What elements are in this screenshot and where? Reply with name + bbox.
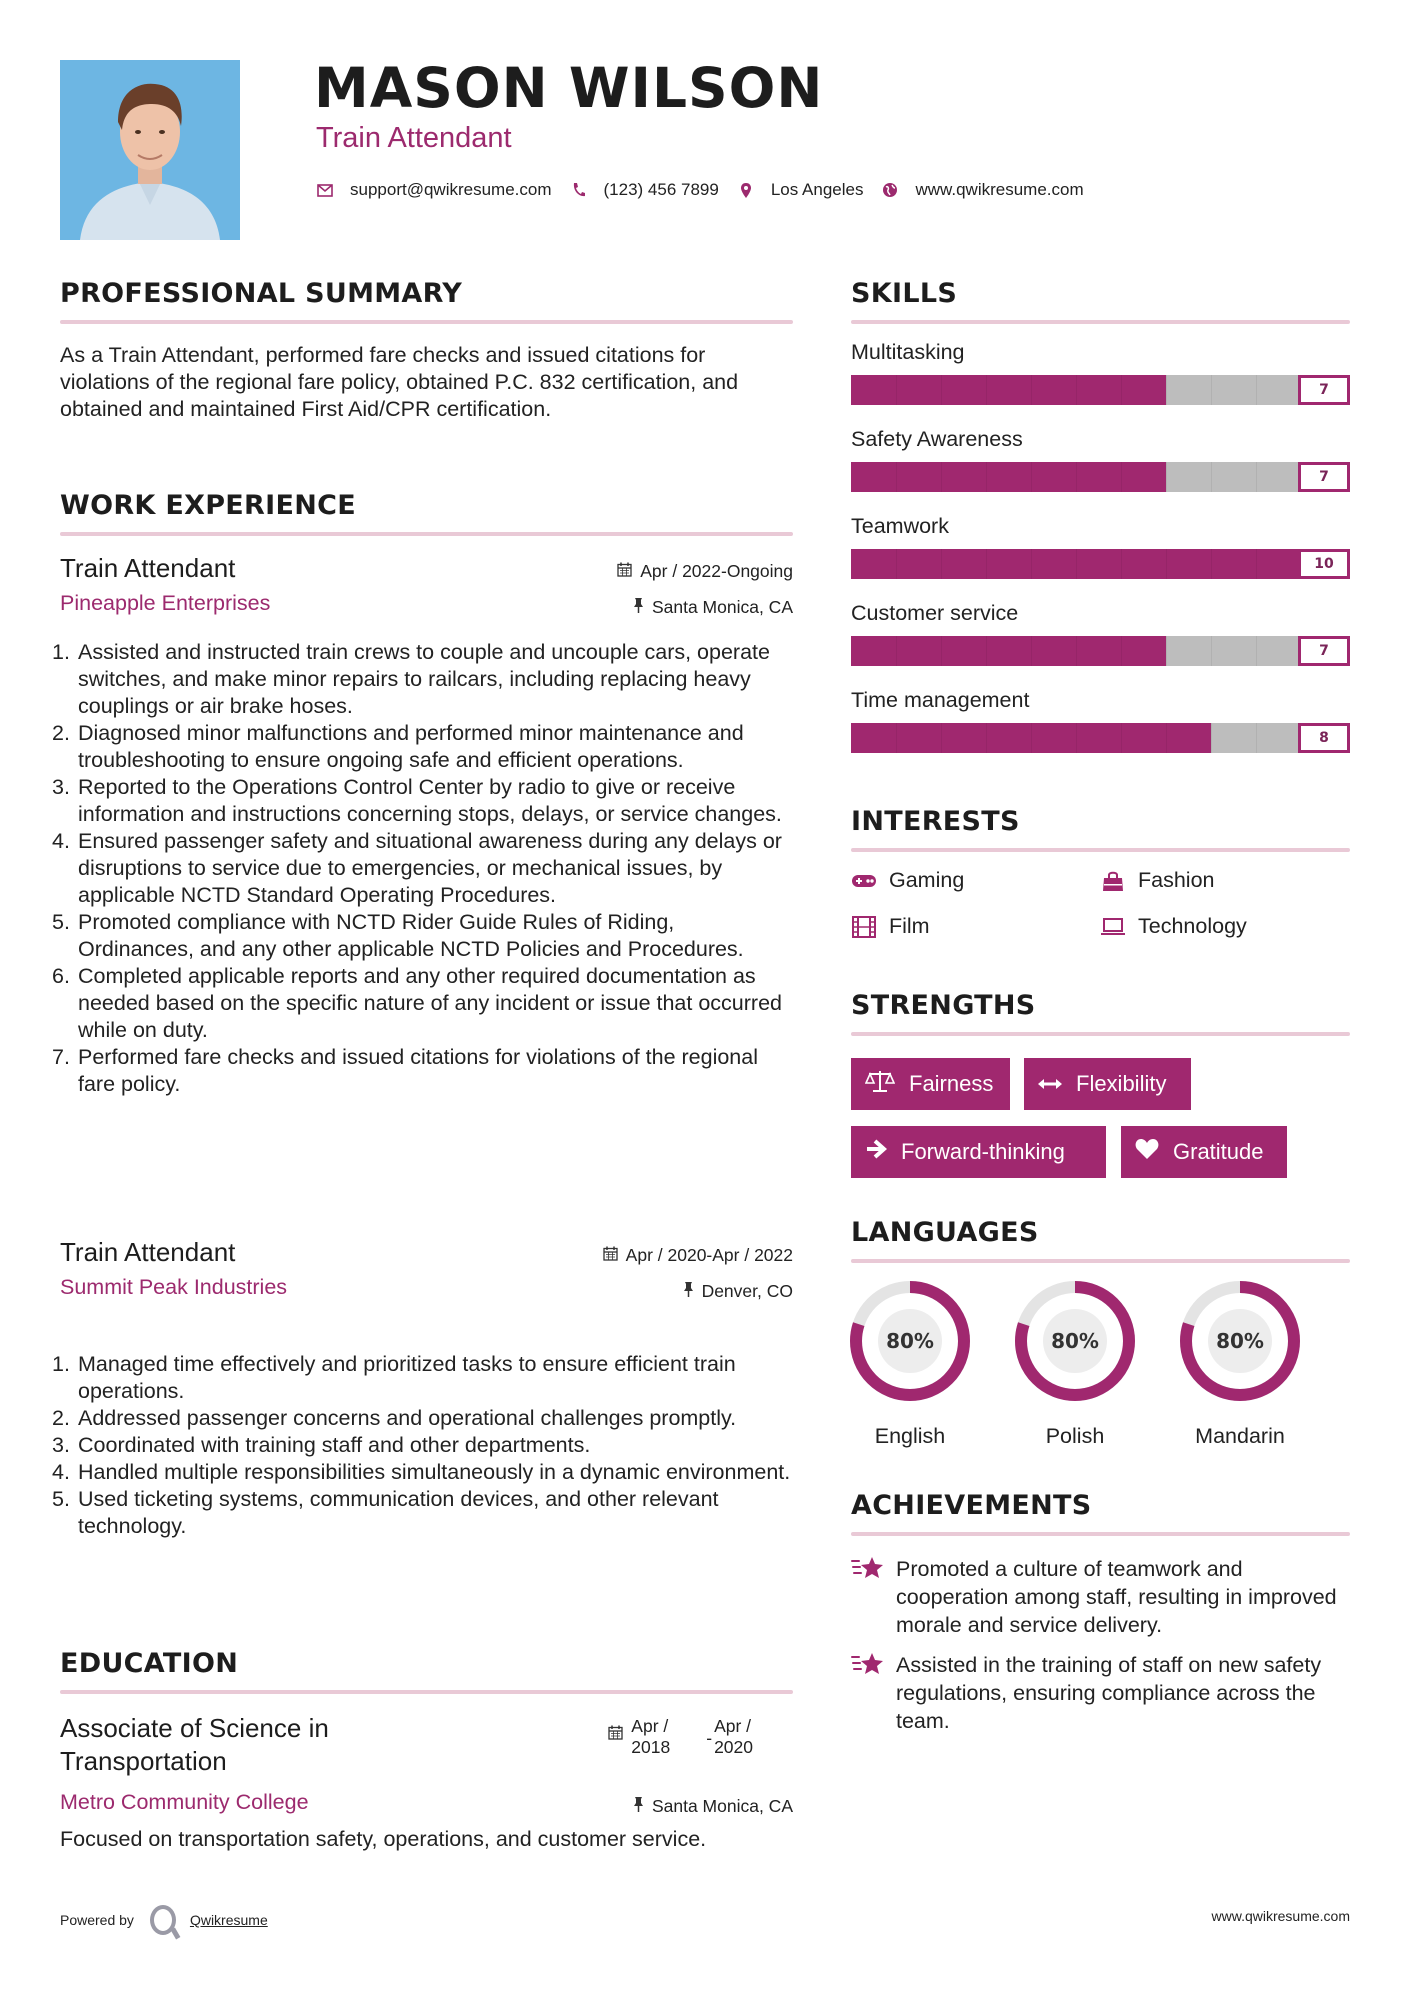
skills-divider: [851, 320, 1350, 324]
job-bullet: 5. Used ticketing systems, communication devices, and other relevant technology.: [52, 1487, 719, 1538]
strengths-divider: [851, 1032, 1350, 1036]
achievement-item: Assisted in the training of staff on new safety regulations, ensuring compliance across the team.: [851, 1651, 1350, 1735]
calendar-icon: [608, 1724, 623, 1758]
job-location-text: Denver, CO: [701, 1281, 793, 1301]
shooting-star-icon: [851, 1555, 896, 1639]
skill-label: Safety Awareness: [851, 427, 1023, 451]
svg-text:80%: 80%: [886, 1329, 934, 1353]
education-location-text: Santa Monica, CA: [651, 1796, 793, 1816]
school-name: Metro Community College: [60, 1790, 309, 1814]
job-bullet: 4. Handled multiple responsibilities simultaneously in a dynamic environment.: [52, 1460, 791, 1484]
interests-divider: [851, 848, 1350, 852]
skill-label: Customer service: [851, 601, 1019, 625]
interest-film: Film: [851, 914, 930, 939]
education-description: Focused on transportation safety, operations, and customer service.: [60, 1827, 707, 1851]
contact-location: [737, 180, 864, 200]
strength-flexibility: Flexibility: [1024, 1058, 1191, 1110]
skill-value-badge: 7: [1298, 636, 1350, 666]
company-name: Pineapple Enterprises: [60, 591, 271, 615]
skill-label: Teamwork: [851, 514, 949, 538]
job-dates-text: Apr / 2022-Ongoing: [640, 561, 793, 581]
contact-email-text: support@qwikresume.com: [350, 180, 552, 199]
skill-item: [851, 601, 1350, 688]
shopping-bag-icon: [1100, 870, 1126, 892]
job-bullet: 1. Assisted and instructed train crews to couple and uncouple cars, operate switches, and make minor repairs to railcars, including replacing heavy couplings or air brake hoses.: [52, 640, 770, 718]
languages-heading: LANGUAGES: [851, 1217, 1039, 1248]
achievements-list: [851, 1555, 1350, 1735]
language-name: Polish: [1045, 1424, 1105, 1448]
calendar-icon: [617, 562, 632, 582]
experience-divider: [60, 532, 793, 536]
shooting-star-icon: [851, 1651, 896, 1735]
education-end-date: Apr / 2020: [714, 1716, 753, 1757]
education-heading: EDUCATION: [60, 1648, 239, 1679]
language-item: [849, 1280, 971, 1449]
strengths-heading: STRENGTHS: [851, 990, 1036, 1021]
globe-icon: [881, 182, 899, 198]
map-pin-icon: [737, 182, 755, 199]
job-bullet: 6. Completed applicable reports and any other required documentation as needed based on the specific nature of any incident or issue that occurred while on duty.: [52, 964, 782, 1042]
heart-icon: [1135, 1138, 1159, 1166]
candidate-name: MASON WILSON: [314, 56, 824, 120]
education-entry: [60, 1712, 793, 1853]
pushpin-icon: [633, 1796, 644, 1817]
skill-rating-bar: [851, 723, 1350, 753]
date-separator: -: [706, 1728, 713, 1748]
skill-rating-bar: [851, 636, 1350, 666]
skill-rating-bar: [851, 549, 1350, 579]
job-bullets: [52, 639, 793, 1098]
pushpin-icon: [683, 1281, 694, 1302]
language-item: [1179, 1280, 1301, 1449]
qwikresume-link[interactable]: Qwikresume: [189, 1912, 268, 1928]
skill-item: [851, 340, 1350, 427]
achievement-item: Promoted a culture of teamwork and cooperation among staff, resulting in improved morale and service delivery.: [851, 1555, 1350, 1639]
envelope-icon: [316, 184, 334, 197]
language-progress-ring: [1014, 1280, 1136, 1402]
job-bullet: 3. Coordinated with training staff and other departments.: [52, 1433, 591, 1457]
education-divider: [60, 1690, 793, 1694]
job-bullet: 2. Diagnosed minor malfunctions and performed minor maintenance and troubleshooting to ensure ongoing safe and efficient operations.: [52, 721, 744, 772]
person-portrait-icon: [60, 60, 240, 240]
skill-value-badge: 7: [1298, 375, 1350, 405]
interest-fashion: Fashion: [1100, 868, 1215, 893]
experience-heading: WORK EXPERIENCE: [60, 490, 356, 521]
language-progress-ring: [849, 1280, 971, 1402]
education-dates: [608, 1716, 753, 1758]
strength-forward-thinking: Forward-thinking: [851, 1126, 1106, 1178]
balance-scale-icon: [865, 1069, 895, 1099]
calendar-icon: [603, 1246, 618, 1266]
skill-rating-bar: [851, 462, 1350, 492]
contact-email[interactable]: [316, 180, 552, 200]
pushpin-icon: [633, 597, 644, 618]
arrows-horizontal-icon: [1038, 1073, 1062, 1096]
job-bullets: [52, 1351, 793, 1540]
footer-powered-by: Powered by Qwikresume: [60, 1905, 268, 1935]
contact-website[interactable]: [881, 180, 1083, 200]
job-location-text: Santa Monica, CA: [651, 597, 793, 617]
gamepad-icon: [851, 873, 877, 889]
qwikresume-logo-icon: [150, 1905, 176, 1935]
degree-title: Associate of Science in Transportation: [60, 1713, 329, 1776]
arrow-right-icon: [865, 1139, 887, 1165]
skill-item: [851, 688, 1350, 775]
laptop-icon: [1100, 918, 1126, 936]
job-title: Train Attendant: [60, 1237, 236, 1267]
skill-fill: [851, 375, 1166, 405]
summary-heading: PROFESSIONAL SUMMARY: [60, 278, 463, 309]
job-bullet: 7. Performed fare checks and issued citations for violations of the regional fare policy.: [52, 1045, 759, 1096]
skills-heading: SKILLS: [851, 278, 958, 309]
skill-value-badge: 10: [1298, 549, 1350, 579]
education-location: [633, 1796, 793, 1817]
job-bullet: 2. Addressed passenger concerns and operational challenges promptly.: [52, 1406, 737, 1430]
achievements-heading: ACHIEVEMENTS: [851, 1490, 1092, 1521]
footer-website[interactable]: www.qwikresume.com: [1211, 1908, 1350, 1924]
job-title: Train Attendant: [60, 553, 236, 583]
language-name: Mandarin: [1195, 1424, 1285, 1448]
interests-heading: INTERESTS: [851, 806, 1020, 837]
job-bullet: 4. Ensured passenger safety and situational awareness during any delays or disruptions to service due to emergencies, or mechanical issues, by applicable NCTD Standard Operating Procedures.: [52, 829, 782, 907]
contact-phone-text: (123) 456 7899: [603, 180, 719, 199]
contact-row: [316, 180, 1102, 200]
svg-text:80%: 80%: [1051, 1329, 1099, 1353]
job-dates: [603, 1245, 793, 1266]
job-bullet: 3. Reported to the Operations Control Center by radio to give or receive information and instructions concerning stops, delays, or service changes.: [52, 775, 782, 826]
language-progress-ring: [1179, 1280, 1301, 1402]
job-bullet: 1. Managed time effectively and prioritized tasks to ensure efficient train operations.: [52, 1352, 736, 1403]
contact-phone[interactable]: [570, 180, 719, 200]
job-dates: [617, 561, 793, 582]
summary-text: As a Train Attendant, performed fare checks and issued citations for violations of the regional fare policy, obtained P.C. 832 certification, and obtained and maintained First Aid/CPR certification.: [60, 343, 739, 421]
job-entry: [52, 553, 793, 1098]
achievements-divider: [851, 1532, 1350, 1536]
job-entry: [52, 1237, 793, 1540]
skill-item: [851, 514, 1350, 601]
skill-rating-bar: [851, 375, 1350, 405]
language-name: English: [874, 1424, 946, 1448]
skill-value-badge: 8: [1298, 723, 1350, 753]
interest-gaming: Gaming: [851, 868, 964, 893]
skill-value-badge: 7: [1298, 462, 1350, 492]
skill-label: Time management: [851, 688, 1030, 712]
strength-gratitude: Gratitude: [1121, 1126, 1287, 1178]
interest-technology: Technology: [1100, 914, 1247, 939]
skill-label: Multitasking: [851, 340, 965, 364]
strength-fairness: Fairness: [851, 1058, 1010, 1110]
summary-divider: [60, 320, 793, 324]
film-icon: [851, 916, 877, 938]
job-location: [633, 597, 793, 618]
candidate-job-title: Train Attendant: [316, 122, 512, 154]
job-dates-text: Apr / 2020-Apr / 2022: [625, 1245, 793, 1265]
language-item: [1014, 1280, 1136, 1449]
skill-fill: [851, 462, 1166, 492]
skills-list: [851, 340, 1350, 775]
education-start-date: Apr / 2018: [631, 1716, 671, 1757]
skill-item: [851, 427, 1350, 514]
company-name: Summit Peak Industries: [60, 1275, 288, 1299]
skill-fill: [851, 636, 1166, 666]
job-location: [683, 1281, 793, 1302]
profile-photo: [60, 60, 240, 240]
phone-icon: [570, 182, 588, 198]
contact-location-text: Los Angeles: [770, 180, 864, 199]
languages-divider: [851, 1259, 1350, 1263]
svg-text:80%: 80%: [1216, 1329, 1264, 1353]
job-bullet: 5. Promoted compliance with NCTD Rider Guide Rules of Riding, Ordinances, and any other applicable NCTD Policies and Procedures.: [52, 910, 744, 961]
contact-website-text: www.qwikresume.com: [915, 180, 1084, 199]
